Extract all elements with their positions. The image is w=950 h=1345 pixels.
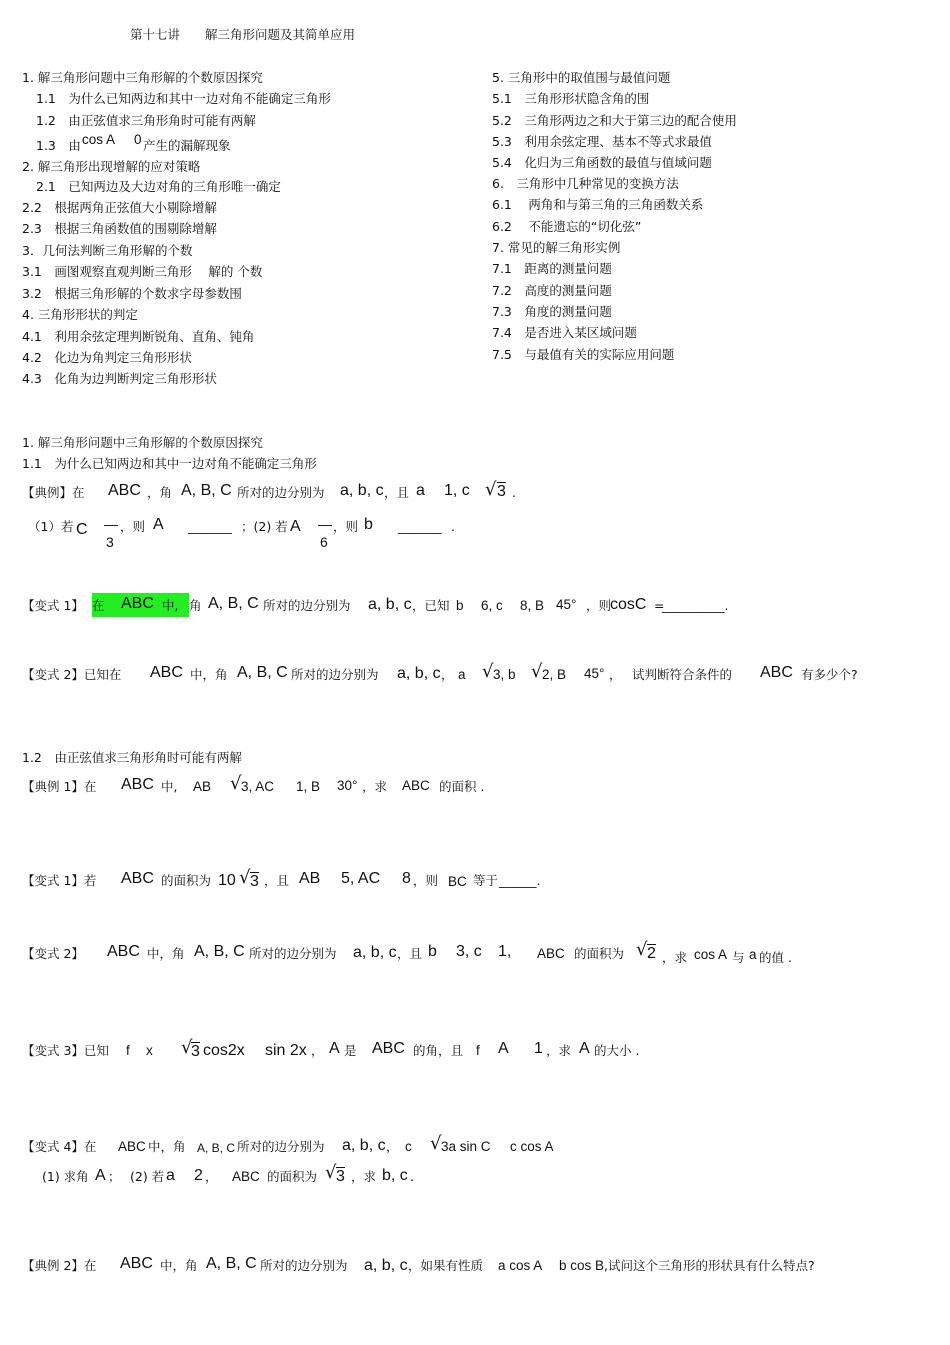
sqrt-icon: √ [239, 867, 251, 888]
toc-item: 7. 常见的解三角形实例 [492, 240, 621, 255]
sqrt-icon: √ [181, 1037, 193, 1058]
toc-item: 1. 解三角形问题中三角形解的个数原因探究 [22, 70, 263, 85]
toc-item: 4.3 化角为边判断判定三角形形状 [22, 371, 217, 386]
toc-item: 6. 三角形中几种常见的变换方法 [492, 176, 679, 191]
toc-item: 5.1 三角形形状隐含角的围 [492, 91, 650, 106]
toc-item: 产生的漏解现象 [143, 138, 231, 153]
toc-math-zero: 0 [134, 132, 142, 147]
sqrt-icon: √ [636, 939, 648, 960]
sqrt-icon: √ [230, 773, 242, 794]
subsection-heading: 1.2 由正弦值求三角形角时可能有两解 [22, 750, 242, 765]
toc-item: 3.1 画图观察直观判断三角形 解的 个数 [22, 264, 263, 279]
toc-item: 4.2 化边为角判定三角形形状 [22, 350, 192, 365]
sqrt-icon: √ [531, 661, 543, 682]
sqrt-icon: √ [325, 1162, 337, 1183]
toc-item: 1.2 由正弦值求三角形角时可能有两解 [36, 113, 256, 128]
toc-item: 7.2 高度的测量问题 [492, 283, 612, 298]
toc-item: 6.2 不能遗忘的“切化弦” [492, 219, 642, 234]
toc-item: 2. 解三角形出现增解的应对策略 [22, 159, 201, 174]
page-title: 第十七讲 解三角形问题及其简单应用 [130, 27, 356, 42]
toc-item: 3．几何法判断三角形解的个数 [22, 243, 193, 258]
toc-item: 7.1 距离的测量问题 [492, 261, 612, 276]
toc-item: 5. 三角形中的取值围与最值问题 [492, 70, 671, 85]
subsection-heading: 1.1 为什么已知两边和其中一边对角不能确定三角形 [22, 456, 317, 471]
toc-item: 1.3 由 [36, 138, 81, 153]
toc-item: 7.4 是否进入某区域问题 [492, 325, 637, 340]
toc-item: 4.1 利用余弦定理判断锐角、直角、钝角 [22, 329, 255, 344]
sqrt-icon: √ [482, 661, 494, 682]
toc-item: 2.1 已知两边及大边对角的三角形唯一确定 [36, 179, 281, 194]
toc-item: 5.4 化归为三角函数的最值与值域问题 [492, 155, 712, 170]
toc-item: 7.5 与最值有关的实际应用问题 [492, 347, 675, 362]
toc-item: 2.3 根据三角函数值的围剔除增解 [22, 221, 217, 236]
toc-item: 2.2 根据两角正弦值大小剔除增解 [22, 200, 217, 215]
section-heading: 1. 解三角形问题中三角形解的个数原因探究 [22, 435, 263, 450]
toc-item: 5.3 利用余弦定理、基本不等式求最值 [492, 134, 712, 149]
toc-item: 7.3 角度的测量问题 [492, 304, 612, 319]
toc-math-cosA: cos A [82, 132, 116, 147]
toc-item: 6.1 两角和与第三角的三角函数关系 [492, 197, 704, 212]
sqrt-icon: √ [485, 479, 497, 500]
sqrt-icon: √ [430, 1133, 442, 1154]
toc-item: 4. 三角形形状的判定 [22, 307, 138, 322]
toc-item: 3.2 根据三角形解的个数求字母参数围 [22, 286, 242, 301]
toc-item: 5.2 三角形两边之和大于第三边的配合使用 [492, 113, 737, 128]
toc-item: 1.1 为什么已知两边和其中一边对角不能确定三角形 [36, 91, 331, 106]
